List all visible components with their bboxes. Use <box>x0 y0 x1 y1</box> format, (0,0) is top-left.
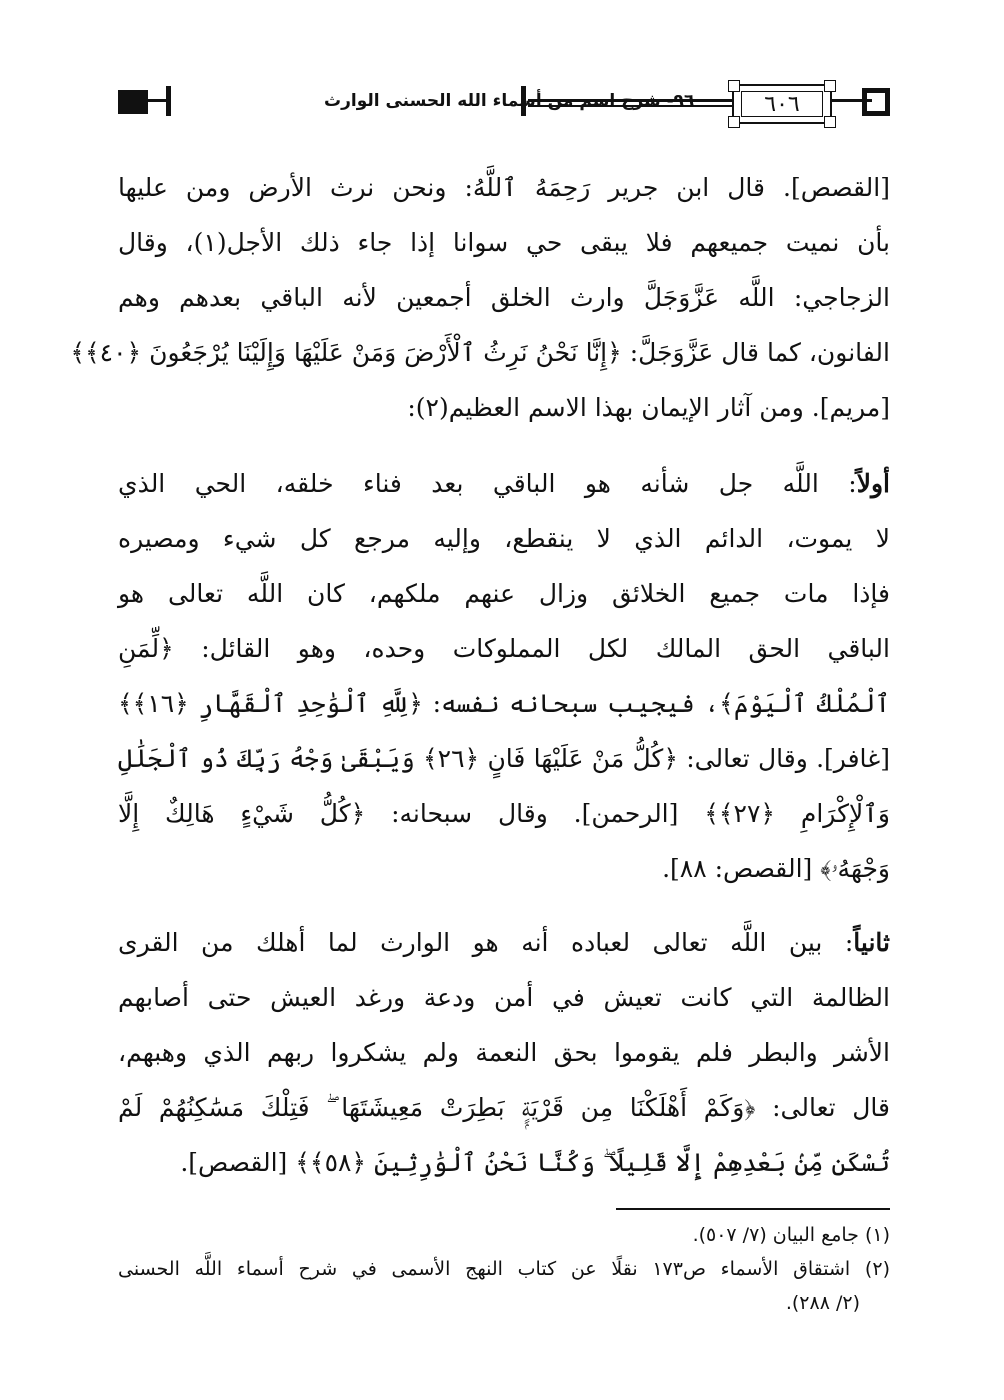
text-line: الباقي الحق المالك لكل المملوكات وحده، وهو القائل: ﴿لِّمَنِ <box>118 634 890 663</box>
footnote-2-continued: (٢/ ٢٨٨). <box>785 1292 860 1314</box>
frame-corner-ornament <box>824 80 836 92</box>
footnotes <box>118 1218 890 1320</box>
text-line: قال تعالى: ﴿وَكَمْ أَهْلَكْنَا مِن قَرْيَةٍۭ بَطِرَتْ مَعِيشَتَهَا ۖ فَتِلْكَ مَسَٰكِنُهُمْ لَمْ <box>118 1093 890 1122</box>
paragraph-lead: أولاً <box>856 469 890 498</box>
footnote-1: (١) جامع البيان (٧/ ٥٠٧). <box>692 1224 890 1246</box>
text-line: لا يموت، الدائم الذي لا ينقطع، وإليه مرجع كل شيء ومصيره <box>118 524 890 553</box>
text-line <box>118 456 890 511</box>
header-rule-left <box>148 99 166 102</box>
running-title: ٩٦- شرح اسم من أسماء الله الحسنى الوارث <box>324 91 695 111</box>
header-rule-right <box>830 99 872 102</box>
paragraph-lead: ثانياً <box>853 928 890 957</box>
footnote-separator <box>616 1208 890 1210</box>
text-line: وَجْهَهُۥ﴾ [القصص: ٨٨]. <box>662 854 890 883</box>
text-line: الفانون، كما قال عَزَّوَجَلَّ: ﴿إِنَّا نَحْنُ نَرِثُ ٱلْأَرْضَ وَمَنْ عَلَيْهَا وَإِلَيْنَا يُرْجَعُونَ ﴿٤٠﴾﴾ <box>70 338 890 367</box>
text-line: الظالمة التي كانت تعيش في أمن ودعة ورغد العيش حتى أصابهم <box>118 983 891 1012</box>
header-ornament-block <box>118 90 148 114</box>
paragraph-3 <box>118 915 890 1190</box>
running-header <box>118 84 890 128</box>
page-number: ٦٠٦ <box>764 91 800 117</box>
frame-corner-ornament <box>728 116 740 128</box>
text-line: الزجاجي: اللَّه عَزَّوَجَلَّ وارث الخلق أجمعين لأنه الباقي بعدهم وهم <box>118 283 890 312</box>
text-line-rest: : بين اللَّه تعالى لعباده أنه هو الوارث لما أهلك من القرى <box>118 928 854 957</box>
text-line: ٱلْمُلْكُ ٱلْيَوْمَ﴾، فيجيب سبحانه نفسه: ﴿لِلَّهِ ٱلْوَٰحِدِ ٱلْقَهَّارِ ﴿١٦﴾﴾ <box>118 689 890 718</box>
text-line: [القصص]. قال ابن جرير رَحِمَهُ ٱللَّهُ: ونحن نرث الأرض ومن عليها <box>118 173 890 202</box>
text-line: فإذا مات جميع الخلائق وزال عنهم ملكهم، كان اللَّه تعالى هو <box>118 579 890 608</box>
text-line: تُسْكَن مِّنۢ بَعْدِهِمْ إِلَّا قَلِيلًا ۖ وَكُنَّا نَحْنُ ٱلْوَٰرِثِينَ ﴿٥٨﴾﴾ [القصص]. <box>180 1148 890 1177</box>
text-line: [مريم]. ومن آثار الإيمان بهذا الاسم العظيم(٢): <box>407 393 890 422</box>
text-line-rest: : اللَّه جل شأنه هو الباقي بعد فناء خلقه، الحي الذي <box>118 469 857 498</box>
text-line: الأشر والبطر فلم يقوموا بحق النعمة ولم يشكروا ربهم الذي وهبهم، <box>118 1038 890 1067</box>
text-line <box>118 915 890 970</box>
frame-corner-ornament <box>728 80 740 92</box>
paragraph-1 <box>70 160 891 435</box>
text-line: وَٱلْإِكْرَامِ ﴿٢٧﴾﴾ [الرحمن]. وقال سبحانه: ﴿كُلُّ شَيْءٍ هَالِكٌ إِلَّا <box>118 799 890 828</box>
frame-corner-ornament <box>824 116 836 128</box>
header-separator-bar <box>166 86 171 116</box>
page-number-frame <box>732 84 832 124</box>
header-ornament-square <box>862 88 890 116</box>
text-line: [غافر]. وقال تعالى: ﴿كُلُّ مَنْ عَلَيْهَا فَانٍ ﴿٢٦﴾ وَيَبْقَىٰ وَجْهُ رَبِّكَ ذُو ٱلْجَلَٰلِ <box>118 744 890 773</box>
paragraph-2 <box>118 456 890 896</box>
footnote-2: (٢) اشتقاق الأسماء ص١٧٣ نقلًا عن كتاب النهج الأسمى في شرح أسماء اللَّه الحسنى <box>118 1258 890 1280</box>
text-line: بأن نميت جميعهم فلا يبقى حي سوانا إذا جاء ذلك الأجل(١)، وقال <box>118 228 891 257</box>
